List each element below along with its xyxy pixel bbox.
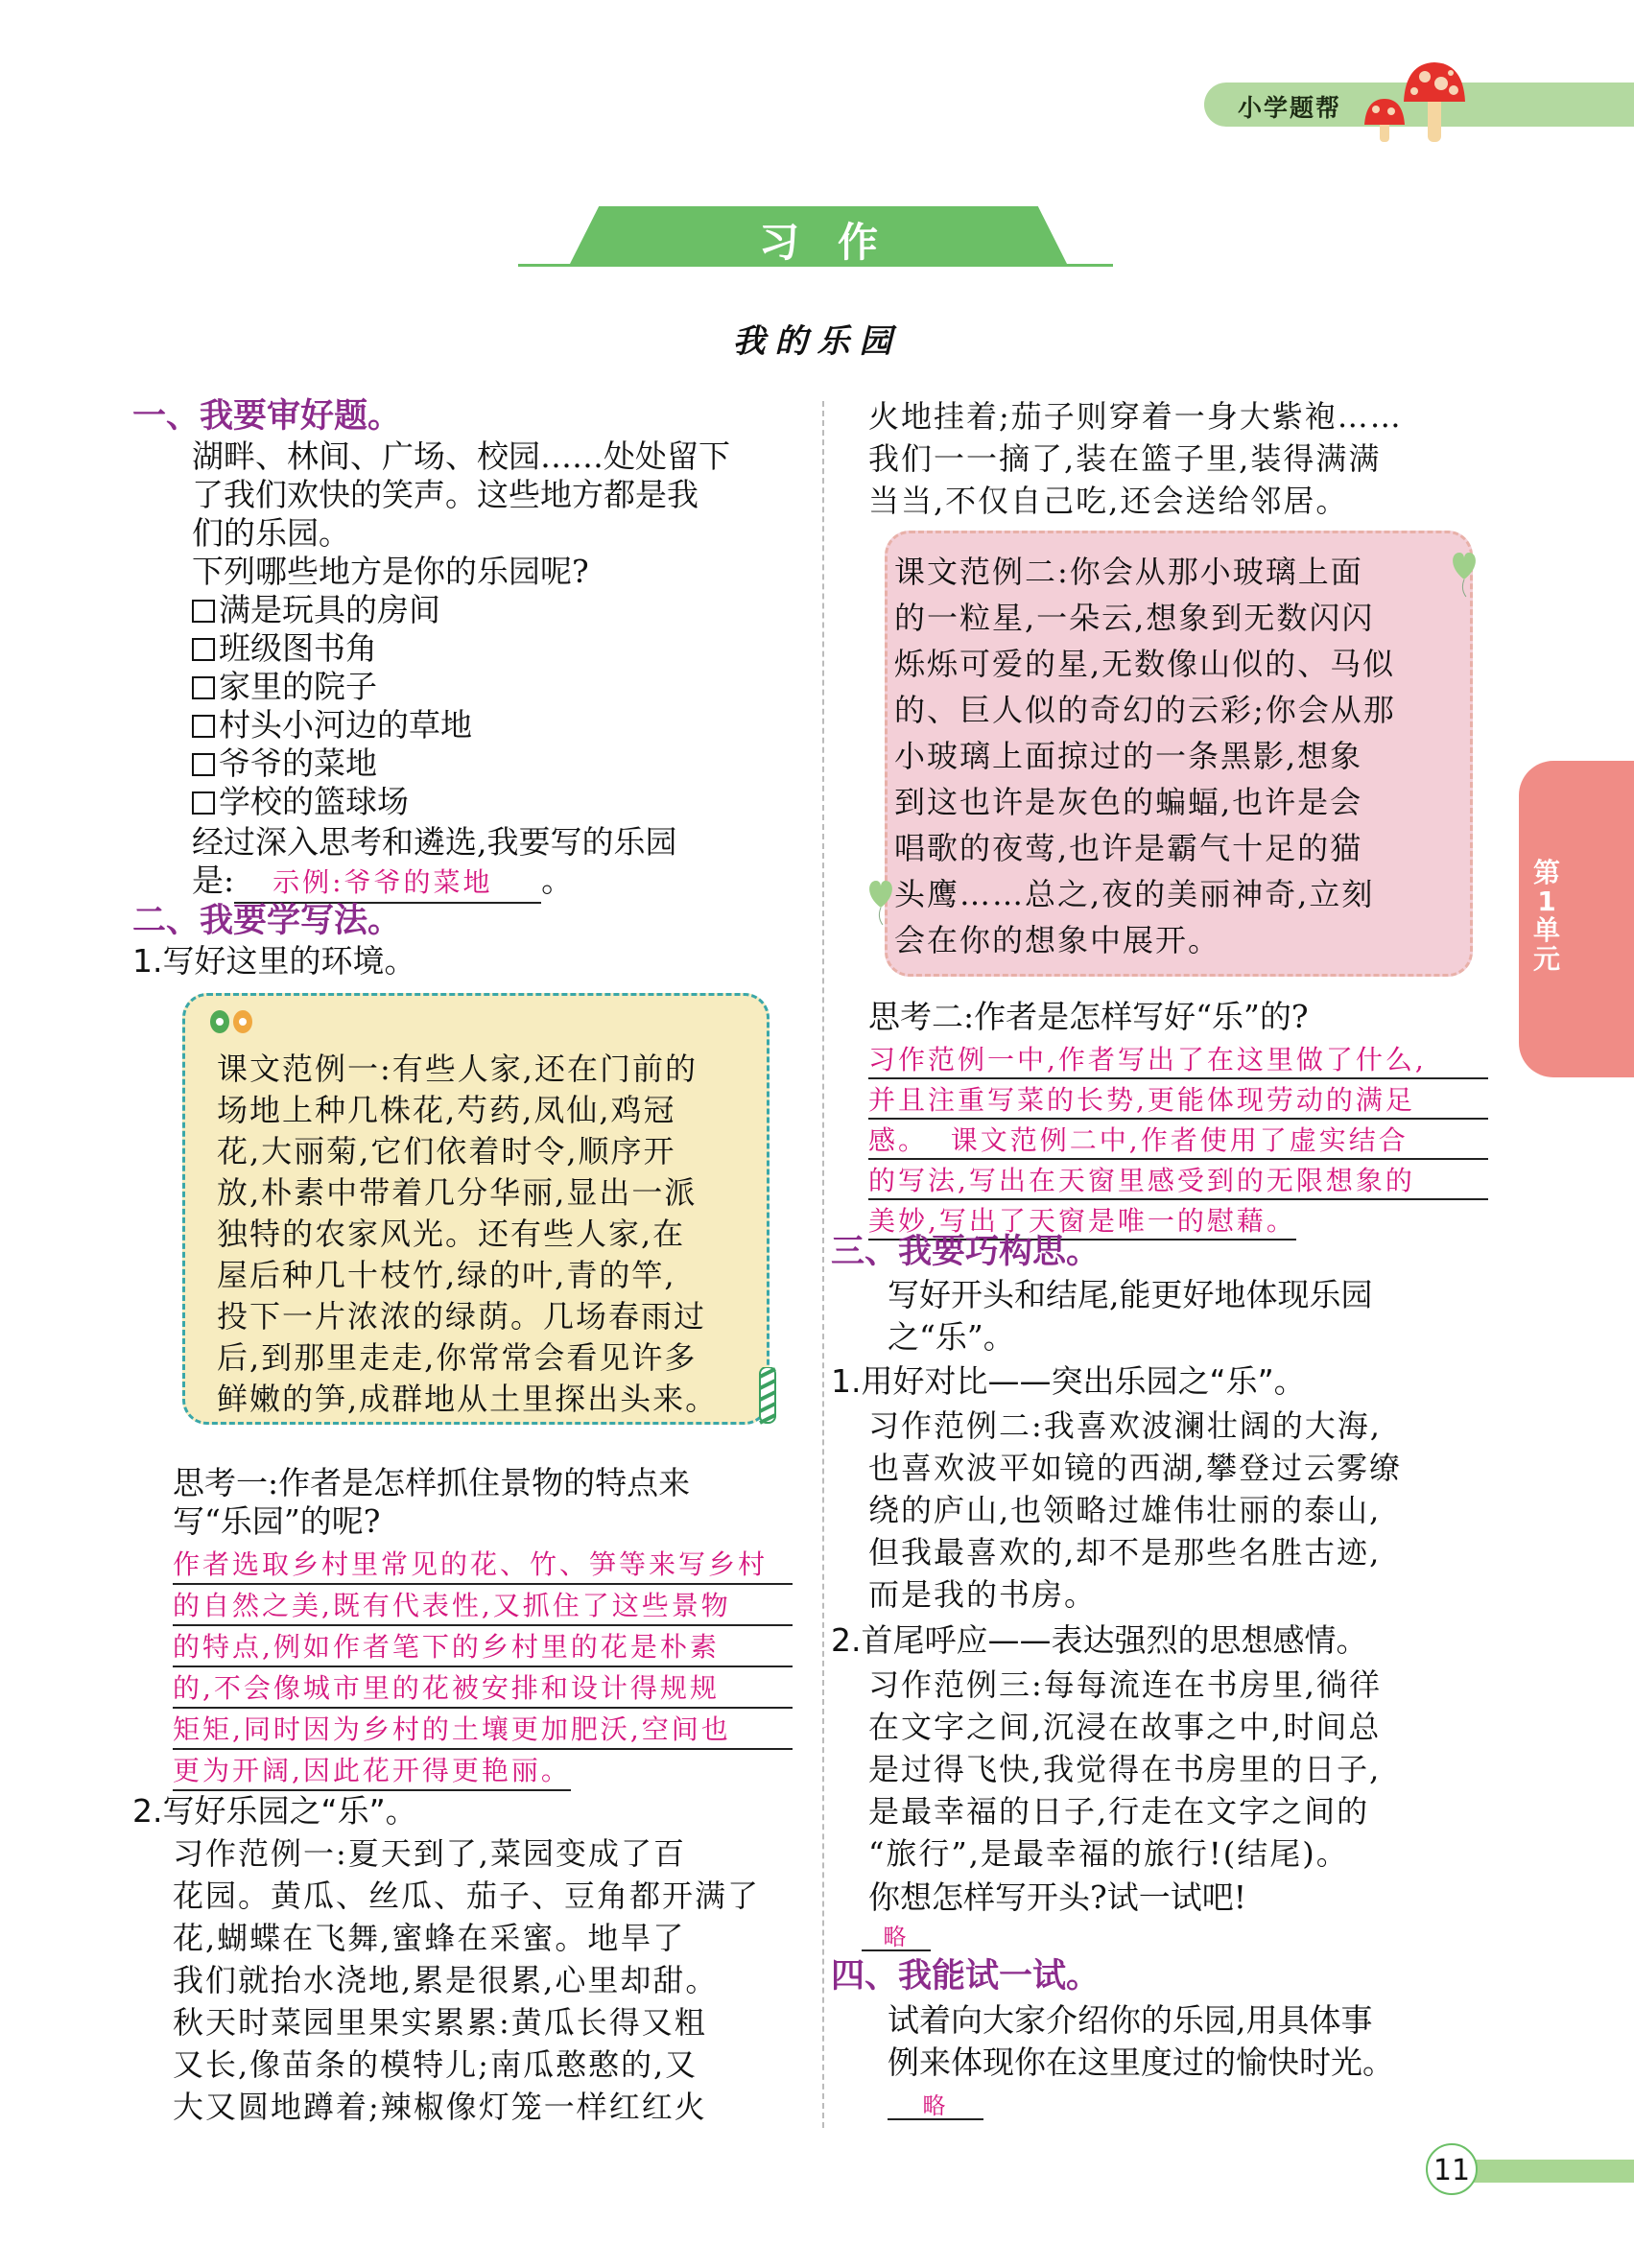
checkbox[interactable]	[192, 600, 215, 623]
essay-example-1-cont: 火地挂着;茄子则穿着一身大紫袍…… 我们一一摘了,装在篮子里,装得满满 当当,不仅自己吃,还会送给邻居。	[868, 398, 1403, 519]
prompt-answer-row	[192, 862, 573, 904]
section-heading-2: 二、我要学写法。	[132, 902, 402, 940]
prompt-label: 是:	[192, 862, 235, 899]
subheading: 2.首尾呼应——表达强烈的思想感情。	[831, 1621, 1368, 1659]
mushroom-icon	[1401, 59, 1468, 146]
page-title: 我的乐园	[732, 322, 902, 361]
section-heading-4: 四、我能试一试。	[831, 1957, 1101, 1996]
option-label: 村头小河边的草地	[219, 706, 472, 744]
think-question: 写“乐园”的呢?	[173, 1502, 381, 1540]
intro-line: 了我们欢快的笑声。这些地方都是我	[192, 476, 699, 513]
essay-example-2: 习作范例二:我喜欢波澜壮阔的大海, 也喜欢波平如镜的西湖,攀登过云雾缭 绕的庐山,也领略过雄伟壮丽的泰山, 但我最喜欢的,却不是那些名胜古迹, 而是我的书房。	[868, 1407, 1403, 1613]
think-question-2: 思考二:作者是怎样写好“乐”的?	[868, 998, 1309, 1035]
section-heading-1: 一、我要审好题。	[132, 397, 402, 436]
option-item[interactable]	[192, 629, 377, 668]
subheading: 2.写好乐园之“乐”。	[132, 1792, 417, 1830]
section-banner-label: 习作	[758, 219, 916, 266]
s4-answer-blank[interactable]: 略	[888, 2093, 983, 2120]
section-heading-3: 三、我要巧构思。	[831, 1233, 1101, 1271]
page-number: 11	[1426, 2143, 1478, 2195]
checkbox[interactable]	[192, 791, 215, 815]
subheading: 1.用好对比——突出乐园之“乐”。	[831, 1362, 1306, 1400]
subheading: 1.写好这里的环境。	[132, 942, 416, 980]
intro-line: 写好开头和结尾,能更好地体现乐园	[888, 1276, 1373, 1313]
striped-pole-icon	[758, 1367, 777, 1425]
heart-balloon-icon	[864, 875, 898, 933]
option-item[interactable]	[192, 591, 440, 629]
think-question: 思考一:作者是怎样抓住景物的特点来	[173, 1464, 691, 1501]
prompt: 经过深入思考和遴选,我要写的乐园	[192, 823, 677, 861]
unit-label: 第 1 单 元	[1532, 857, 1560, 975]
option-label: 班级图书角	[219, 629, 377, 667]
option-item[interactable]	[192, 783, 409, 821]
page-number-strip	[1473, 2160, 1634, 2183]
option-label: 爷爷的菜地	[219, 744, 377, 782]
answer-2: 习作范例一中,作者写出了在这里做了什么, 并且注重写菜的长势,更能体现劳动的满足 感。 课文范例二中,作者使用了虚实结合 的写法,写出在天窗里感受到的无限想象的 美妙,写出了天窗是唯一的慰藉。	[868, 1042, 1488, 1240]
intro-line: 例来体现你在这里度过的愉快时光。	[888, 2044, 1394, 2081]
intro-line: 湖畔、林间、广场、校园……处处留下	[192, 437, 730, 475]
intro-line: 之“乐”。	[888, 1318, 1015, 1356]
mushroom-small-icon	[1362, 96, 1407, 144]
intro-line: 们的乐园。	[192, 514, 350, 552]
option-label: 学校的篮球场	[219, 783, 409, 820]
checkbox[interactable]	[192, 753, 215, 776]
period: 。	[541, 862, 574, 899]
try-prompt: 你想怎样写开头?试一试吧!	[868, 1878, 1246, 1916]
question: 下列哪些地方是你的乐园呢?	[192, 553, 589, 590]
essay-example-1: 习作范例一:夏天到了,菜园变成了百 花园。黄瓜、丝瓜、茄子、豆角都开满了 花,蝴蝶在飞舞,蜜蜂在采蜜。地旱了 我们就抬水浇地,累是很累,心里却甜。 秋天时菜园里果实累累:黄瓜长得又粗 又长,像苗条的模特儿;南瓜憨憨的,又 大又圆地蹲着;辣椒像灯笼一样红红火	[173, 1835, 761, 2125]
option-item[interactable]	[192, 744, 377, 783]
checkbox[interactable]	[192, 638, 215, 661]
brand-label: 小学题帮	[1238, 94, 1342, 122]
checkbox[interactable]	[192, 715, 215, 738]
column-divider	[822, 401, 824, 2128]
option-label: 家里的院子	[219, 668, 377, 705]
try-answer-blank[interactable]: 略	[862, 1925, 931, 1951]
heart-balloon-icon	[1447, 547, 1481, 604]
checkbox[interactable]	[192, 676, 215, 699]
example-2-text: 课文范例二:你会从那小玻璃上面 的一粒星,一朵云,想象到无数闪闪 烁烁可爱的星,无数像山似的、马似 的、巨人似的奇幻的云彩;你会从那 小玻璃上面掠过的一条黑影,想象 到这也许是灰色的蝙蝠,也许是会 唱歌的夜莺,也许是霸气十足的猫 头鹰……总之,夜的美丽神奇,立刻 会在你的想象中展开。	[894, 554, 1396, 958]
option-item[interactable]	[192, 706, 472, 744]
example-1-text: 课文范例一:有些人家,还在门前的 场地上种几株花,芍药,凤仙,鸡冠 花,大丽菊,它们依着时令,顺序开 放,朴素中带着几分华丽,显出一派 独特的农家风光。还有些人家,在 屋后种几十枝竹,绿的叶,青的竿, 投下一片浓浓的绿荫。几场春雨过 后,到那里走走,你常常会看见许多 鲜嫩的笋,成群地从土里探出头来。	[217, 1051, 719, 1417]
essay-example-3: 习作范例三:每每流连在书房里,徜徉 在文字之间,沉浸在故事之中,时间总 是过得飞快,我觉得在书房里的日子, 是最幸福的日子,行走在文字之间的 “旅行”,是最幸福的旅行!(结尾)。	[868, 1666, 1382, 1872]
answer-1: 作者选取乡村里常见的花、竹、笋等来写乡村 的自然之美,既有代表性,又抓住了这些景物 的特点,例如作者笔下的乡村里的花是朴素 的,不会像城市里的花被安排和设计得规规 矩矩,同时因为乡村的土壤更加肥沃,空间也 更为开阔,因此花开得更艳丽。	[173, 1547, 793, 1791]
option-label: 满是玩具的房间	[219, 591, 440, 628]
lantern-icon	[206, 1003, 260, 1037]
intro-line: 试着向大家介绍你的乐园,用具体事	[888, 2001, 1373, 2039]
option-item[interactable]	[192, 668, 377, 706]
answer-blank[interactable]: 示例:爷爷的菜地	[234, 863, 541, 904]
